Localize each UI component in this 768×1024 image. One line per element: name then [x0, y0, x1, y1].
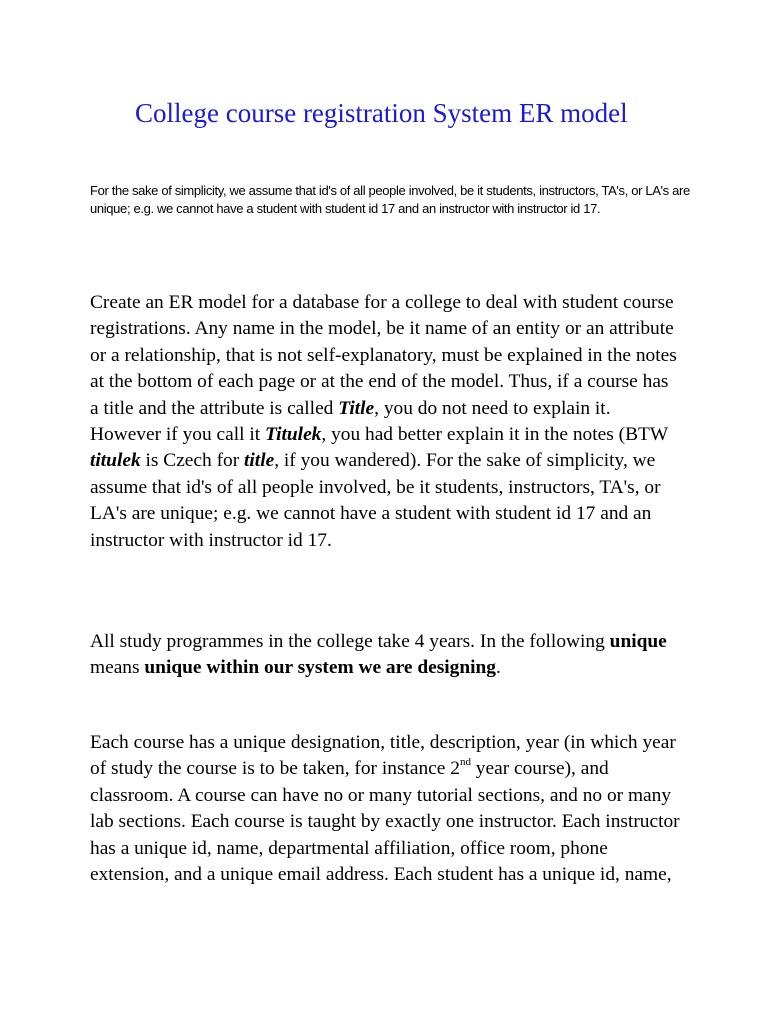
p1-text-5: , if you wandered). For the sake of simplicity, we assume that id's of all people involved, be it students, instructors, TA's, or LA's are unique; e.g. we cannot have a student with student id 17 and an instructor with instructor id 17.: [90, 450, 661, 551]
term-unique-definition: unique within our system we are designing: [144, 657, 496, 679]
paragraph-er-model-instructions: [90, 290, 680, 554]
term-title: Title: [338, 397, 375, 419]
p1-text-1: Create an ER model for a database for a college to deal with student course registrations. Any name in the model, be it name of an entity or an attribute or a relationship, that is not self-explanatory, must be explained in the notes at the bottom of each page or at the end of the model. Thus, if a course has a title and the attribute is called: [90, 292, 677, 419]
p1-text-4: is Czech for: [140, 450, 245, 472]
p1-text-2: , you do not need to explain it. However if you call it: [90, 397, 611, 446]
p3-text-1: Each course has a unique designation, title, description, year (in which year of study the course is to be taken, for instance 2: [90, 732, 676, 780]
p1-text-3: , you had better explain it in the notes (BTW: [321, 424, 668, 446]
document-title: College course registration System ER model: [135, 98, 628, 128]
ordinal-superscript: nd: [459, 756, 471, 769]
term-title-lower: title: [244, 450, 275, 472]
term-titulek-lower: titulek: [90, 450, 141, 472]
intro-paragraph: For the sake of simplicity, we assume that id's of all people involved, be it students, instructors, TA's, or LA's are unique; e.g. we cannot have a student with student id 17 and an instructor with instructor id 17.: [90, 183, 690, 216]
term-unique: unique: [609, 631, 667, 652]
p2-text-1: All study programmes in the college take 4 years. In the following: [90, 631, 610, 652]
paragraph-course-description: [90, 730, 680, 888]
p2-text-2: means: [90, 657, 145, 679]
p3-text-2: year course), and classroom. A course can have no or many tutorial sections, and no or many lab sections. Each course is taught by exactly one instructor. Each instructor has a unique id, name, departmental affiliation, office room, phone extension, and a unique email address. Each student has a unique id, name,: [90, 758, 680, 886]
paragraph-study-programmes: [90, 629, 680, 682]
p2-text-3: .: [496, 657, 501, 679]
term-titulek: Titulek: [265, 424, 322, 446]
